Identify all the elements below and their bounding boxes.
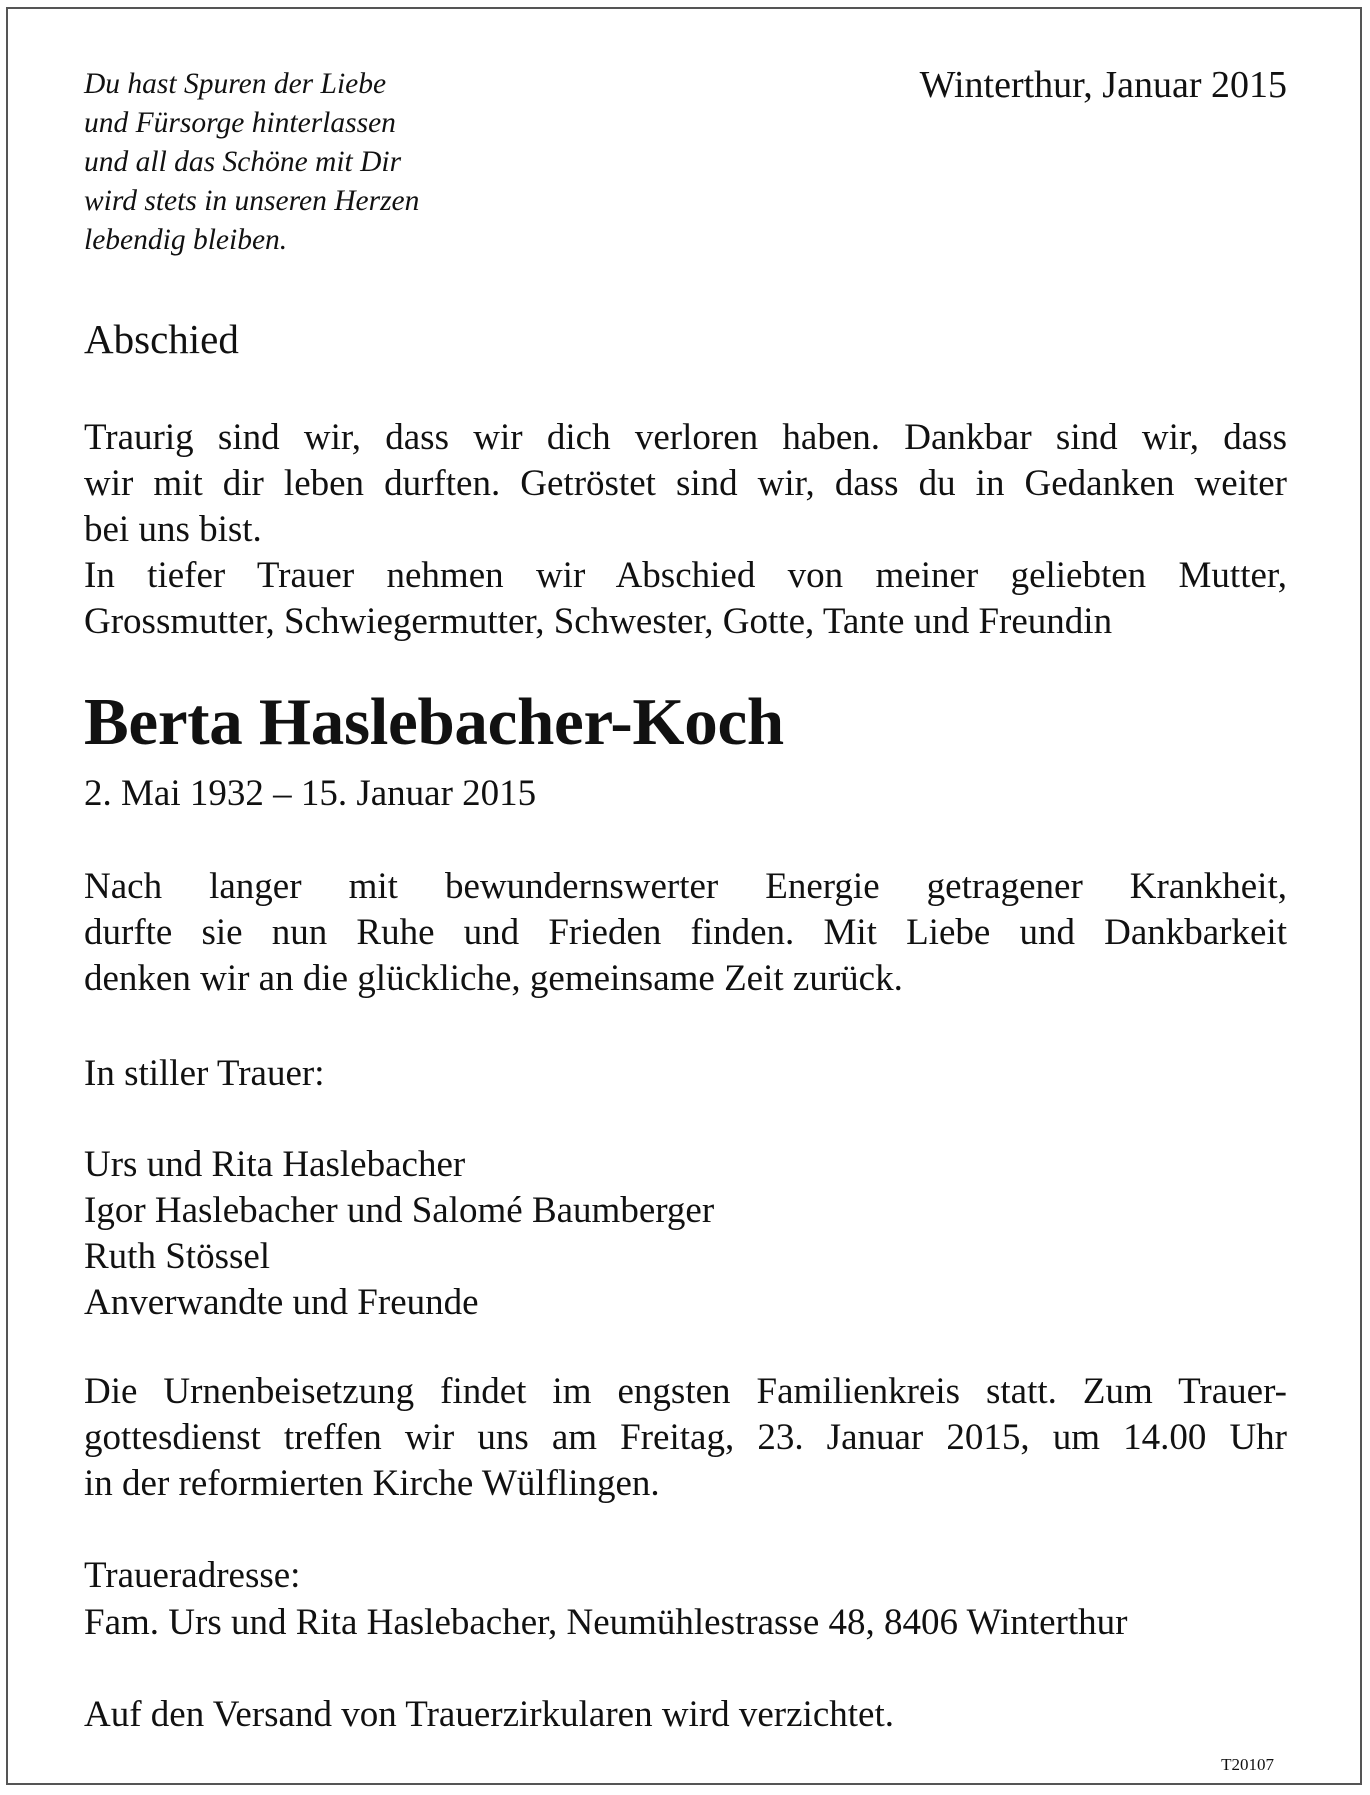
mourners-list (84, 1142, 1287, 1326)
intro-line: wir mit dir leben durften. Getröstet sind wir, dass du in Gedanken weiter (84, 463, 1287, 504)
mourner-item: Anverwandte und Freunde (84, 1282, 479, 1323)
intro-line: bei uns bist. (84, 509, 262, 550)
mourner-item: Igor Haslebacher und Salomé Baumberger (84, 1190, 715, 1231)
intro-paragraph (84, 415, 1287, 645)
place-date: Winterthur, Januar 2015 (919, 64, 1287, 106)
intro-line: Grossmutter, Schwiegermutter, Schwester, Gotte, Tante und Freundin (84, 601, 1113, 642)
intro-line: In tiefer Trauer nehmen wir Abschied von meiner geliebten Mutter, (84, 555, 1287, 596)
poem-line: lebendig bleiben. (84, 224, 288, 256)
mourning-label: In stiller Trauer: (84, 1053, 325, 1094)
poem-line: und Fürsorge hinterlassen (84, 107, 396, 139)
poem-line: Du hast Spuren der Liebe (84, 68, 387, 100)
ceremony-line: in der reformierten Kirche Wülflingen. (84, 1463, 660, 1504)
life-dates: 2. Mai 1932 – 15. Januar 2015 (84, 773, 537, 814)
circular-notice: Auf den Versand von Trauerzirkularen wird verzichtet. (84, 1694, 894, 1735)
mourner-item: Urs und Rita Haslebacher (84, 1144, 466, 1185)
intro-line: Traurig sind wir, dass wir dich verloren haben. Dankbar sind wir, dass (84, 417, 1287, 458)
address-label: Traueradresse: (84, 1555, 301, 1596)
poem-line: wird stets in unseren Herzen (84, 185, 420, 217)
deceased-name: Berta Haslebacher-Koch (84, 685, 784, 759)
poem-line: und all das Schöne mit Dir (84, 146, 402, 178)
heading: Abschied (84, 316, 239, 362)
illness-line: denken wir an die glückliche, gemeinsame Zeit zurück. (84, 958, 903, 999)
poem-verse (84, 65, 419, 260)
illness-line: Nach langer mit bewundernswerter Energie getragener Krankheit, (84, 866, 1287, 907)
ad-code: T20107 (1221, 1755, 1274, 1774)
mourner-item: Ruth Stössel (84, 1236, 271, 1277)
mourning-address: Fam. Urs und Rita Haslebacher, Neumühlestrasse 48, 8406 Winterthur (84, 1602, 1128, 1643)
illness-paragraph (84, 864, 1287, 1002)
ceremony-line: Die Urnenbeisetzung findet im engsten Familienkreis statt. Zum Trauer- (84, 1371, 1287, 1412)
ceremony-paragraph (84, 1369, 1287, 1507)
illness-line: durfte sie nun Ruhe und Frieden finden. Mit Liebe und Dankbarkeit (84, 912, 1287, 953)
ceremony-line: gottesdienst treffen wir uns am Freitag, 23. Januar 2015, um 14.00 Uhr (84, 1417, 1287, 1458)
